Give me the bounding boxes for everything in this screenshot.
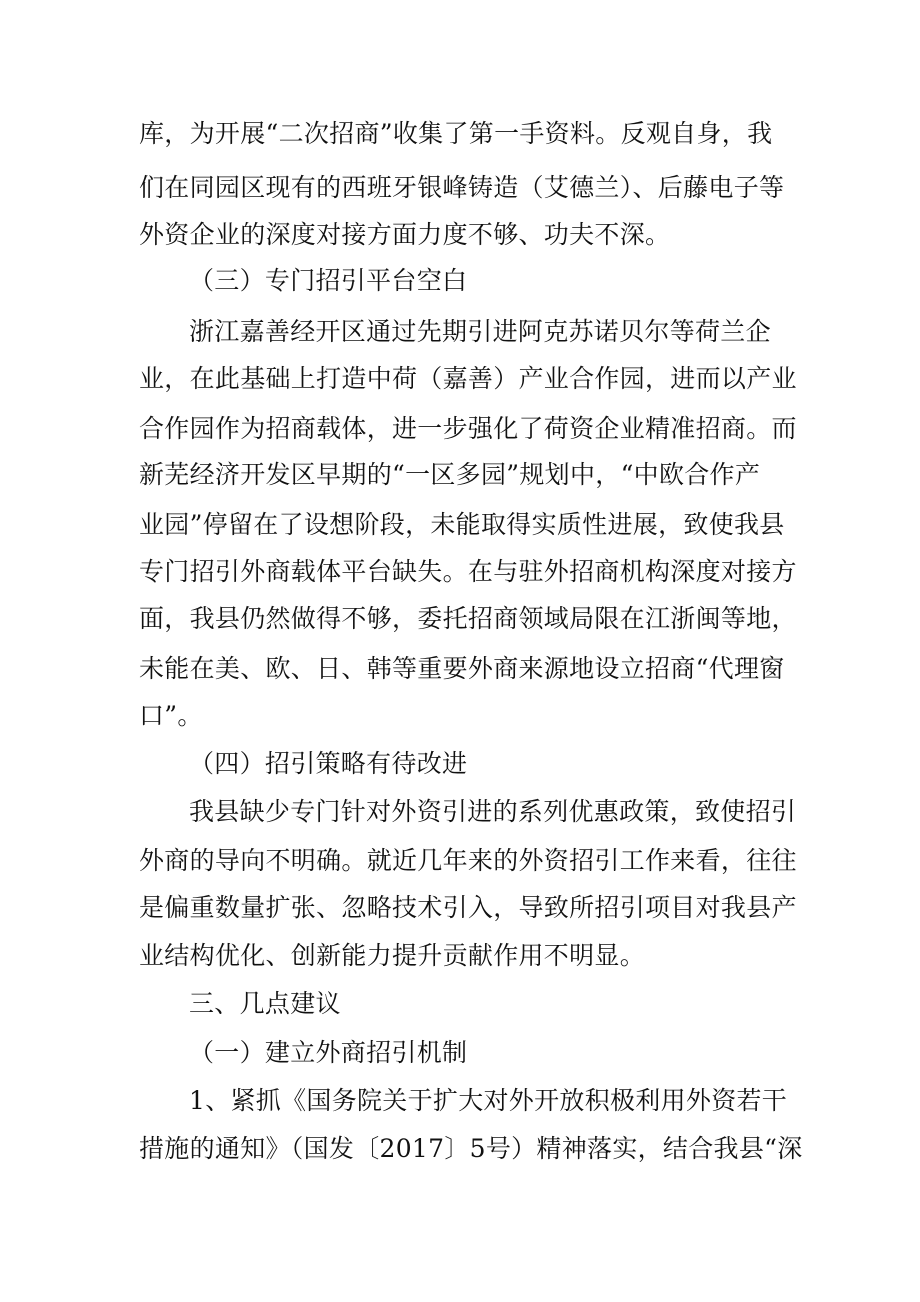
section-heading: （四）招引策略有待改进: [189, 749, 468, 778]
paragraph-line: 业，在此基础上打造中荷（嘉善）产业合作园，进而以产业: [139, 364, 797, 393]
paragraph-line: 浙江嘉善经开区通过先期引进阿克苏诺贝尔等荷兰企: [189, 317, 771, 346]
section-heading: 三、几点建议: [189, 989, 341, 1018]
paragraph-line: 外资企业的深度对接方面力度不够、功夫不深。: [139, 220, 671, 249]
section-heading: （三）专门招引平台空白: [189, 266, 468, 295]
paragraph-line: 是偏重数量扩张、忽略技术引入，导致所招引项目对我县产: [139, 893, 797, 922]
paragraph-line: 业园”停留在了设想阶段，未能取得实质性进展，致使我县: [139, 510, 785, 539]
paragraph-line: 专门招引外商载体平台缺失。在与驻外招商机构深度对接方: [139, 557, 797, 586]
paragraph-line: 外商的导向不明确。就近几年来的外资招引工作来看，往往: [139, 846, 797, 875]
paragraph-line: 合作园作为招商载体，进一步强化了荷资企业精准招商。而: [139, 414, 797, 443]
paragraph-line: 我县缺少专门针对外资引进的系列优惠政策，致使招引: [189, 797, 797, 826]
section-heading: （一）建立外商招引机制: [189, 1038, 468, 1067]
paragraph-line: 措施的通知》（国发〔2017〕5号）精神落实，结合我县“深: [139, 1134, 803, 1163]
paragraph-line: 面，我县仍然做得不够，委托招商领域局限在江浙闽等地，: [139, 604, 797, 633]
paragraph-line: 未能在美、欧、日、韩等重要外商来源地设立招商“代理窗: [139, 654, 785, 683]
paragraph-line: 业结构优化、创新能力提升贡献作用不明显。: [139, 941, 646, 970]
paragraph-line: 1、紧抓《国务院关于扩大对外开放积极利用外资若干: [189, 1086, 788, 1115]
paragraph-line: 口”。: [139, 701, 203, 730]
paragraph-line: 新芜经济开发区早期的“一区多园”规划中，“中欧合作产: [139, 460, 761, 489]
paragraph-line: 库，为开展“二次招商”收集了第一手资料。反观自身，我: [139, 119, 773, 148]
paragraph-line: 们在同园区现有的西班牙银峰铸造（艾德兰）、后藤电子等: [139, 173, 785, 202]
